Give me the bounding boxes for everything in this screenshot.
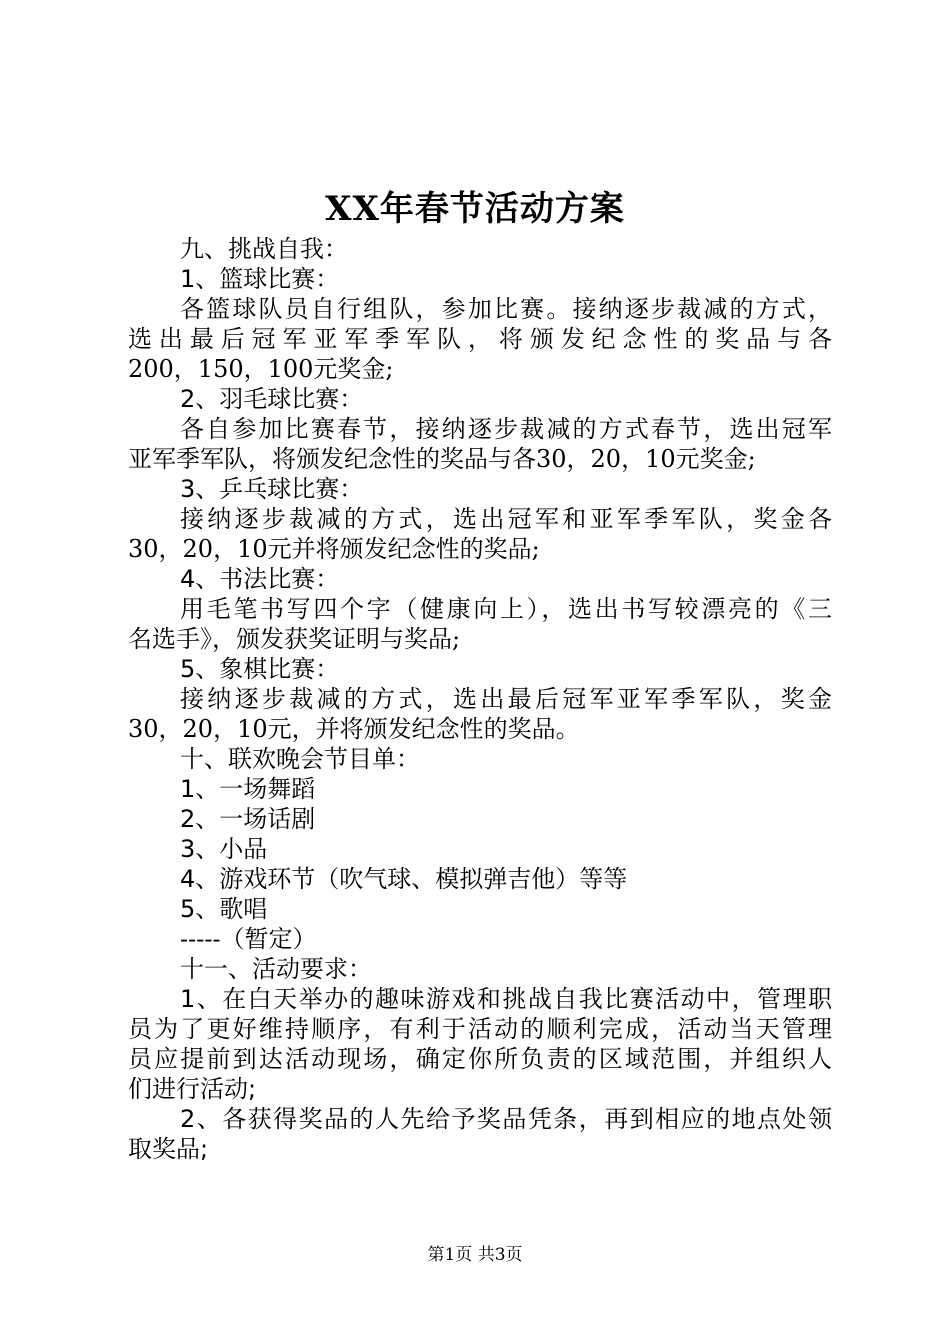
program-item: 3、小品: [180, 835, 268, 863]
program-item: 2、一场话剧: [180, 805, 316, 833]
document-body: [128, 234, 832, 1164]
paragraph-line: 2、各获得奖品的人先给予奖品凭条，再到相应的地点处领: [180, 1105, 832, 1133]
paragraph-line: 用毛笔书写四个字（健康向上），选出书写较漂亮的《三: [180, 595, 832, 623]
paragraph-line: 200，150，100元奖金;: [128, 355, 394, 383]
paragraph-line: 各自参加比赛春节，接纳逐步裁减的方式春节，选出冠军: [180, 415, 832, 443]
paragraph-line: 30，20，10元并将颁发纪念性的奖品;: [128, 535, 540, 563]
paragraph-line: 接纳逐步裁减的方式，选出最后冠军亚军季军队，奖金: [180, 685, 832, 713]
section-heading-requirements: 十一、活动要求：: [180, 955, 372, 983]
item-heading-chess: 5、象棋比赛：: [180, 655, 340, 683]
paragraph-line: 们进行活动;: [128, 1075, 257, 1103]
page-footer: 第1页 共3页: [427, 1245, 523, 1265]
paragraph-line: 30，20，10元，并将颁发纪念性的奖品。: [128, 715, 580, 743]
paragraph-line: 亚军季军队，将颁发纪念性的奖品与各30，20，10元奖金;: [128, 445, 756, 473]
paragraph-line: 员为了更好维持顺序，有利于活动的顺利完成，活动当天管理: [128, 1015, 832, 1043]
paragraph-line: 取奖品;: [128, 1135, 209, 1163]
program-note: -----（暂定）: [180, 925, 317, 953]
paragraph-line: 1、在白天举办的趣味游戏和挑战自我比赛活动中，管理职: [180, 985, 832, 1013]
paragraph-line: 选出最后冠军亚军季军队，将颁发纪念性的奖品与各: [128, 325, 832, 353]
section-heading-program: 十、联欢晚会节目单：: [180, 745, 420, 773]
item-heading-pingpong: 3、乒乓球比赛：: [180, 475, 364, 503]
program-item: 1、一场舞蹈: [180, 775, 316, 803]
section-heading-challenge: 九、挑战自我：: [180, 235, 348, 263]
program-item: 5、歌唱: [180, 895, 268, 923]
item-heading-calligraphy: 4、书法比赛：: [180, 565, 340, 593]
paragraph-line: 各篮球队员自行组队，参加比赛。接纳逐步裁减的方式，: [180, 295, 832, 323]
item-heading-basketball: 1、篮球比赛：: [180, 265, 340, 293]
paragraph-line: 名选手》，颁发获奖证明与奖品;: [128, 625, 461, 653]
paragraph-line: 员应提前到达活动现场，确定你所负责的区域范围，并组织人: [128, 1045, 832, 1073]
document-title: XX年春节活动方案: [325, 189, 625, 229]
item-heading-badminton: 2、羽毛球比赛：: [180, 385, 364, 413]
paragraph-line: 接纳逐步裁减的方式，选出冠军和亚军季军队，奖金各: [180, 505, 832, 533]
program-item: 4、游戏环节（吹气球、模拟弹吉他）等等: [180, 865, 628, 893]
